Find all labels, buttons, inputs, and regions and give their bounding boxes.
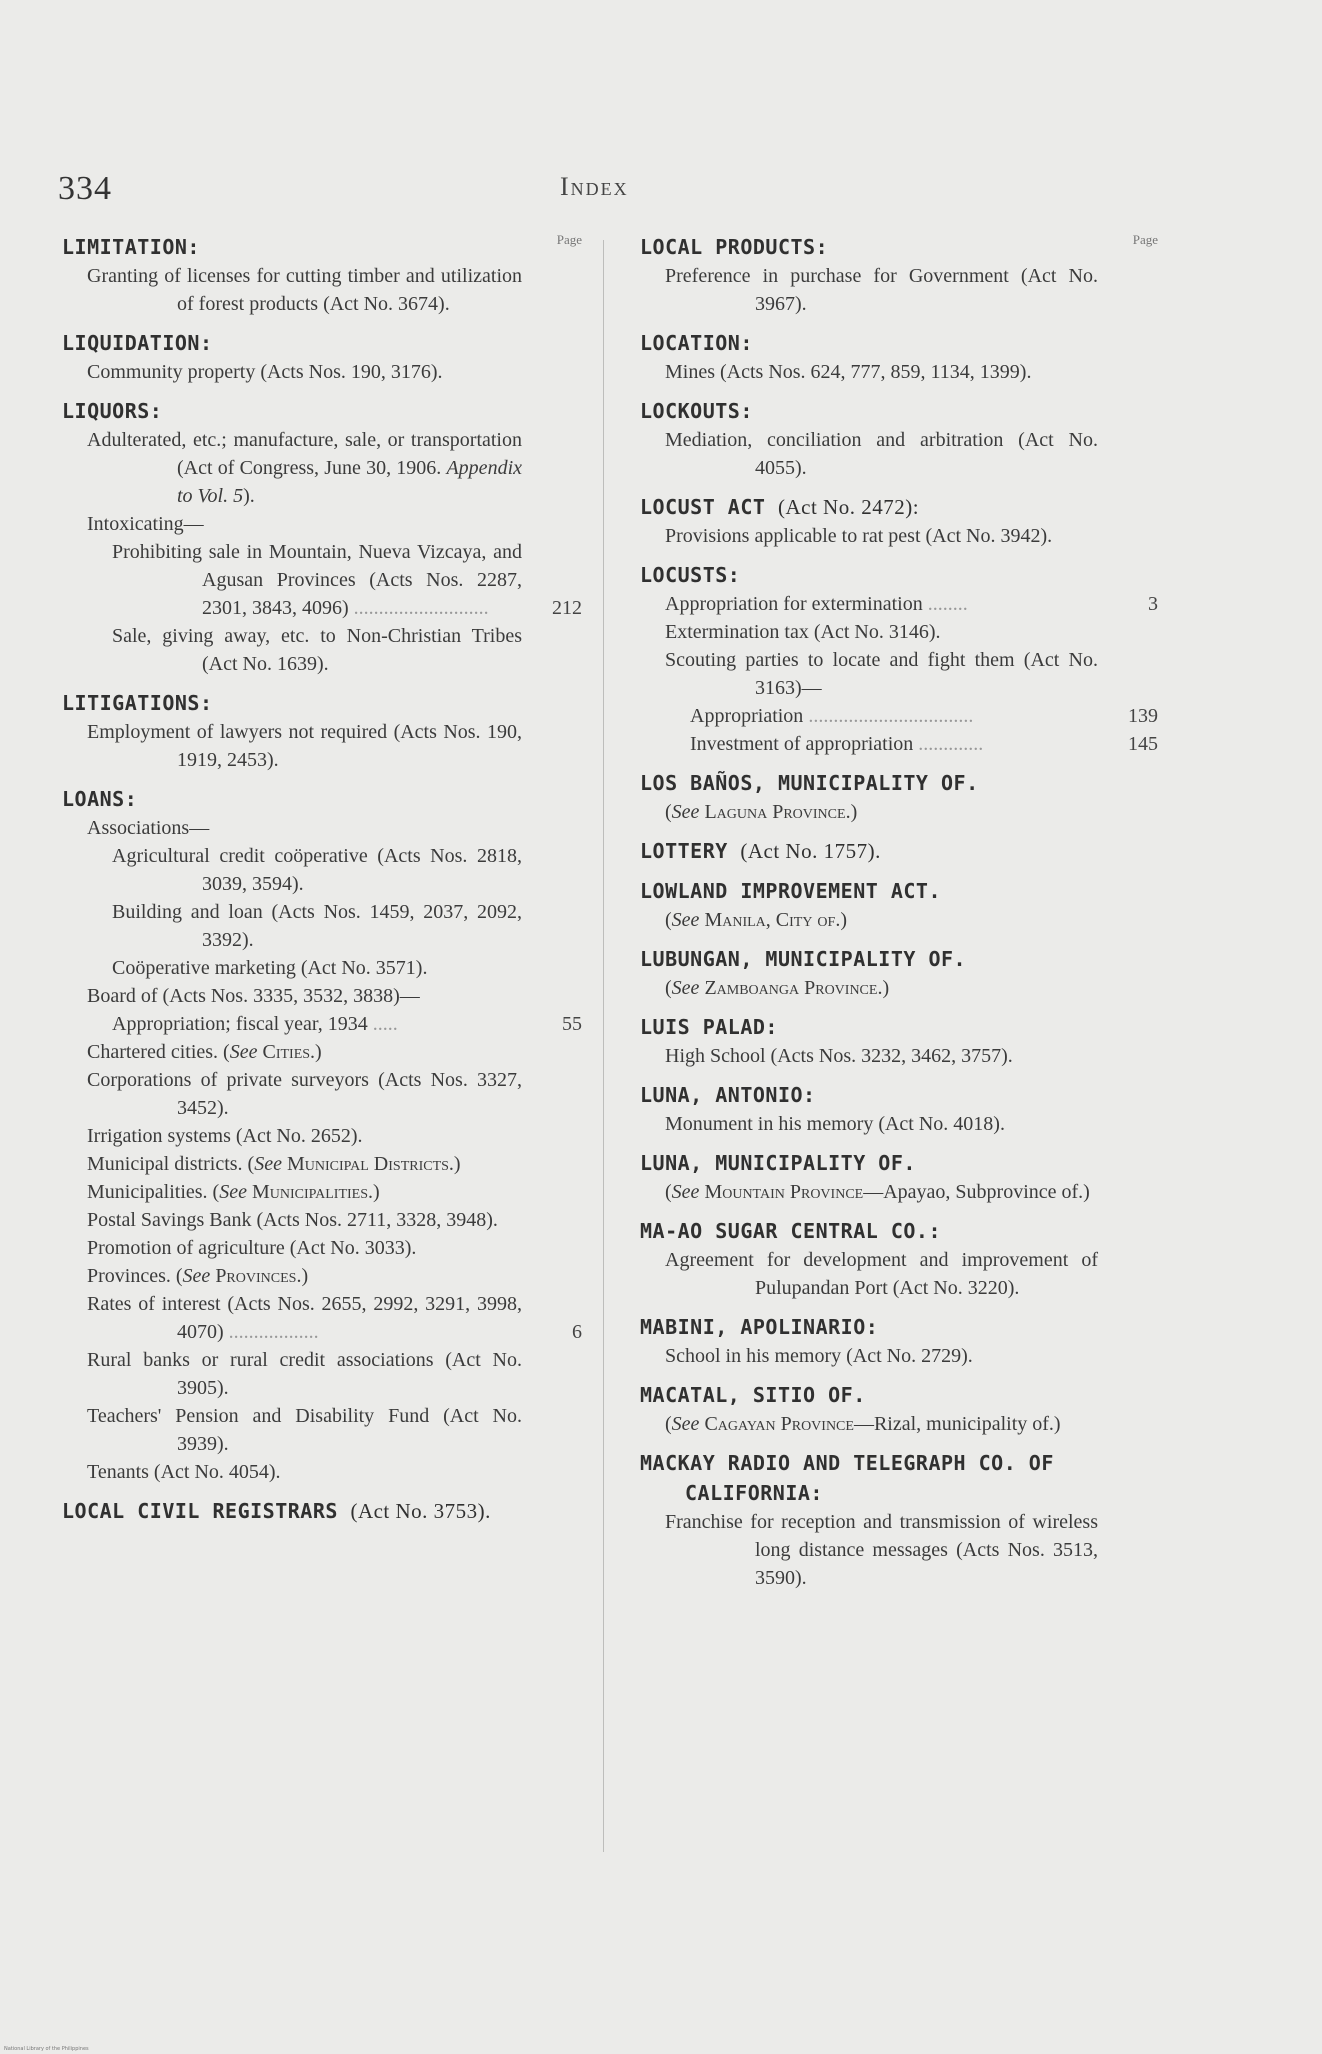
entry-subitem: [630, 798, 1158, 826]
paren-open: (: [665, 1413, 672, 1435]
leader-dots: .................................: [808, 705, 974, 727]
entry-heading: LITIGATIONS:: [62, 691, 213, 715]
entry-heading: MACKAY RADIO AND TELEGRAPH CO. OF CALIFORNIA:: [640, 1451, 1054, 1505]
see-reference: See: [219, 1181, 247, 1203]
subitem-text-end: —Rizal, municipality of.): [853, 1413, 1061, 1435]
entry-limitation: [52, 232, 582, 318]
entry-macatal: [630, 1380, 1158, 1438]
entry-heading: [630, 492, 1158, 522]
entry-locust-act: [630, 492, 1158, 550]
entry-heading: [630, 836, 1158, 866]
entry-subitem: Mediation, conciliation and arbitration (Act No. 4055).: [665, 429, 1098, 479]
heading-text: LOCUST ACT: [640, 495, 766, 519]
subitem-text-end: .): [296, 1265, 309, 1287]
entry-liquidation: [52, 328, 582, 386]
entry-luna-municipality: [630, 1148, 1158, 1206]
heading-text: LOTTERY: [640, 839, 728, 863]
entry-local-products: [630, 232, 1158, 318]
subitem-text: Prohibiting sale in Mountain, Nueva Vizcaya, and Agusan Provinces (Acts Nos. 2287, 2301, 3843, 4096): [112, 541, 522, 619]
entry-subitem-nested: [52, 538, 582, 622]
subitem-text-end: .): [368, 1181, 380, 1203]
leader-dots: ..................: [228, 1321, 319, 1343]
entry-subitem-nested: Building and loan (Acts Nos. 1459, 2037, 2092, 3392).: [112, 901, 522, 951]
entry-subitem-nested: Sale, giving away, etc. to Non-Christian Tribes (Act No. 1639).: [112, 625, 522, 675]
page-number: 334: [58, 170, 112, 207]
see-reference: See: [182, 1265, 211, 1287]
cross-reference: Municipal Districts: [286, 1153, 449, 1175]
entry-los-banos: [630, 768, 1158, 826]
entry-subitem: High School (Acts Nos. 3232, 3462, 3757).: [665, 1045, 1013, 1067]
entry-litigations: [52, 688, 582, 774]
entry-lowland: [630, 876, 1158, 934]
heading-rest: (Act No. 2472):: [777, 495, 920, 519]
subitem-text-end: .): [448, 1153, 461, 1175]
entry-subitem: Tenants (Act No. 4054).: [87, 1461, 281, 1483]
entry-subitem: [630, 1178, 1158, 1206]
entry-subitem: Corporations of private surveyors (Acts Nos. 3327, 3452).: [87, 1069, 522, 1119]
cross-reference: Municipalities: [251, 1181, 369, 1203]
paren-close: .): [877, 977, 890, 999]
see-reference: See: [671, 1181, 700, 1203]
paren-close: .): [845, 801, 858, 823]
entry-heading: LUIS PALAD:: [640, 1015, 778, 1039]
entry-heading: LOCATION:: [640, 331, 753, 355]
heading-rest: (Act No. 3753).: [350, 1499, 491, 1523]
entry-heading: LUBUNGAN, MUNICIPALITY OF.: [640, 947, 967, 971]
entry-heading: LIQUORS:: [62, 399, 163, 423]
entry-subitem: Associations—: [87, 817, 210, 839]
entry-subitem: Extermination tax (Act No. 3146).: [665, 621, 941, 643]
see-reference: See: [671, 1413, 700, 1435]
entry-mabini: [630, 1312, 1158, 1370]
entry-heading: LIMITATION:: [62, 235, 200, 259]
page-ref: 145: [1128, 733, 1158, 755]
cross-reference: Cities: [262, 1041, 311, 1063]
paren-open: (: [665, 1181, 672, 1203]
subitem-text: Chartered cities. (: [87, 1041, 230, 1063]
subitem-text: Appropriation: [690, 705, 804, 727]
entry-luis-palad: [630, 1012, 1158, 1070]
subitem-text-end: .): [310, 1041, 322, 1063]
left-column: [52, 232, 582, 1536]
page-ref: 139: [1128, 705, 1158, 727]
entry-subitem: Monument in his memory (Act No. 4018).: [665, 1113, 1005, 1135]
entry-ma-ao: [630, 1216, 1158, 1302]
entry-subitem: Granting of licenses for cutting timber and utilization of forest products (Act No. 3674).: [87, 265, 522, 315]
subitem-text: Investment of appropriation: [690, 733, 914, 755]
entry-subitem: [630, 974, 1158, 1002]
entry-subitem: Intoxicating—: [87, 513, 204, 535]
entry-heading: MACATAL, SITIO OF.: [640, 1383, 866, 1407]
entry-subitem: Community property (Acts Nos. 190, 3176).: [87, 361, 443, 383]
entry-heading: [52, 1496, 582, 1526]
entry-heading: LOCKOUTS:: [640, 399, 753, 423]
entry-subitem: Promotion of agriculture (Act No. 3033).: [87, 1237, 417, 1259]
entry-subitem: Mines (Acts Nos. 624, 777, 859, 1134, 1399).: [665, 361, 1032, 383]
entry-heading: LUNA, MUNICIPALITY OF.: [640, 1151, 916, 1175]
subitem-text-end: ).: [243, 485, 255, 507]
entry-heading: MABINI, APOLINARIO:: [640, 1315, 879, 1339]
entry-subitem: [52, 1290, 582, 1346]
running-head: Index: [560, 172, 629, 201]
entry-subitem: [52, 1150, 582, 1178]
entry-lockouts: [630, 396, 1158, 482]
page-ref: 55: [562, 1013, 582, 1035]
entry-subitem-nested: [630, 702, 1158, 730]
entry-subitem: Rural banks or rural credit associations (Act No. 3905).: [87, 1349, 522, 1399]
cross-reference: Zamboanga Province: [704, 977, 878, 999]
cross-reference: Laguna Province: [704, 801, 846, 823]
leader-dots: ........: [927, 593, 968, 615]
entry-subitem-nested: [52, 1010, 582, 1038]
entry-subitem: Teachers' Pension and Disability Fund (Act No. 3939).: [87, 1405, 522, 1455]
entry-subitem-nested: [630, 730, 1158, 758]
entry-subitem: [630, 1410, 1158, 1438]
entry-subitem: Provisions applicable to rat pest (Act No. 3942).: [665, 525, 1053, 547]
entry-subitem: [52, 426, 582, 510]
cross-reference: Provinces: [215, 1265, 297, 1287]
leader-dots: ...........................: [353, 597, 489, 619]
leader-dots: .............: [918, 733, 984, 755]
entry-heading: LOCUSTS:: [640, 563, 741, 587]
entry-loans: [52, 784, 582, 1486]
column-divider: [603, 240, 604, 1852]
subitem-text: Appropriation for extermination: [665, 593, 923, 615]
entry-subitem: Franchise for reception and transmission of wireless long distance messages (Acts Nos. 3513, 3590).: [665, 1511, 1098, 1589]
page-column-label: Page: [1132, 232, 1158, 247]
entry-subitem: [630, 590, 1158, 618]
subitem-text: Municipal districts. (: [87, 1153, 255, 1175]
subitem-text: Municipalities. (: [87, 1181, 220, 1203]
paren-open: (: [665, 977, 672, 999]
entry-subitem: Postal Savings Bank (Acts Nos. 2711, 3328, 3948).: [87, 1209, 498, 1231]
entry-heading: LOCAL PRODUCTS:: [640, 235, 829, 259]
entry-luna-antonio: [630, 1080, 1158, 1138]
paren-open: (: [665, 909, 672, 931]
right-column: [630, 232, 1158, 1602]
entry-heading: LUNA, ANTONIO:: [640, 1083, 816, 1107]
heading-rest: (Act No. 1757).: [740, 839, 881, 863]
subitem-text: Rates of interest (Acts Nos. 2655, 2992, 3291, 3998, 4070): [87, 1293, 522, 1343]
subitem-text: Adulterated, etc.; manufacture, sale, or transportation (Act of Congress, June 30, 1906.: [87, 429, 522, 479]
cross-reference: Mountain Province: [704, 1181, 864, 1203]
subitem-text: Provinces. (: [87, 1265, 183, 1287]
entry-heading: LOANS:: [62, 787, 138, 811]
paren-close: .): [835, 909, 847, 931]
entry-heading: MA-AO SUGAR CENTRAL CO.:: [640, 1219, 941, 1243]
entry-liquors: [52, 396, 582, 678]
entry-subitem: School in his memory (Act No. 2729).: [665, 1345, 973, 1367]
cross-reference: Cagayan Province: [704, 1413, 854, 1435]
entry-heading: LIQUIDATION:: [62, 331, 213, 355]
see-reference: See: [229, 1041, 258, 1063]
heading-text: LOCAL CIVIL REGISTRARS: [62, 1499, 338, 1523]
entry-location: [630, 328, 1158, 386]
see-reference: See: [671, 909, 700, 931]
entry-subitem: [52, 1178, 582, 1206]
scan-footer-note: National Library of the Philippines: [4, 2046, 89, 2052]
page-ref: 6: [572, 1321, 582, 1343]
entry-mackay: [630, 1448, 1158, 1592]
entry-lottery: [630, 836, 1158, 866]
see-reference: See: [671, 977, 700, 999]
entry-heading: LOS BAÑOS, MUNICIPALITY OF.: [640, 771, 979, 795]
see-reference: See: [671, 801, 700, 823]
entry-subitem: Irrigation systems (Act No. 2652).: [87, 1125, 363, 1147]
entry-subitem: Preference in purchase for Government (Act No. 3967).: [665, 265, 1098, 315]
entry-locusts: [630, 560, 1158, 758]
entry-heading: LOWLAND IMPROVEMENT ACT.: [640, 879, 941, 903]
see-reference: See: [254, 1153, 282, 1175]
subitem-text: Appropriation; fiscal year, 1934: [112, 1013, 368, 1035]
entry-subitem: Agreement for development and improvement of Pulupandan Port (Act No. 3220).: [665, 1249, 1098, 1299]
entry-subitem-nested: Coöperative marketing (Act No. 3571).: [112, 957, 428, 979]
entry-subitem: Employment of lawyers not required (Acts Nos. 190, 1919, 2453).: [87, 721, 522, 771]
entry-subitem-nested: Agricultural credit coöperative (Acts Nos. 2818, 3039, 3594).: [112, 845, 522, 895]
entry-subitem: [52, 1262, 582, 1290]
entry-subitem: Board of (Acts Nos. 3335, 3532, 3838)—: [87, 985, 420, 1007]
page-ref: 3: [1148, 593, 1158, 615]
entry-local-civil-registrars: [52, 1496, 582, 1526]
entry-subitem: [52, 1038, 582, 1066]
entry-lubungan: [630, 944, 1158, 1002]
cross-reference: Manila, City of: [704, 909, 836, 931]
entry-subitem: [630, 906, 1158, 934]
subitem-text-end: —Apayao, Subprovince of.): [863, 1181, 1090, 1203]
leader-dots: .....: [372, 1013, 398, 1035]
page-ref: 212: [552, 597, 582, 619]
page-column-label: Page: [556, 232, 582, 247]
entry-subitem: Scouting parties to locate and fight them (Act No. 3163)—: [665, 649, 1098, 699]
appendix-reference: Appendix to Vol. 5: [177, 457, 522, 507]
paren-open: (: [665, 801, 672, 823]
